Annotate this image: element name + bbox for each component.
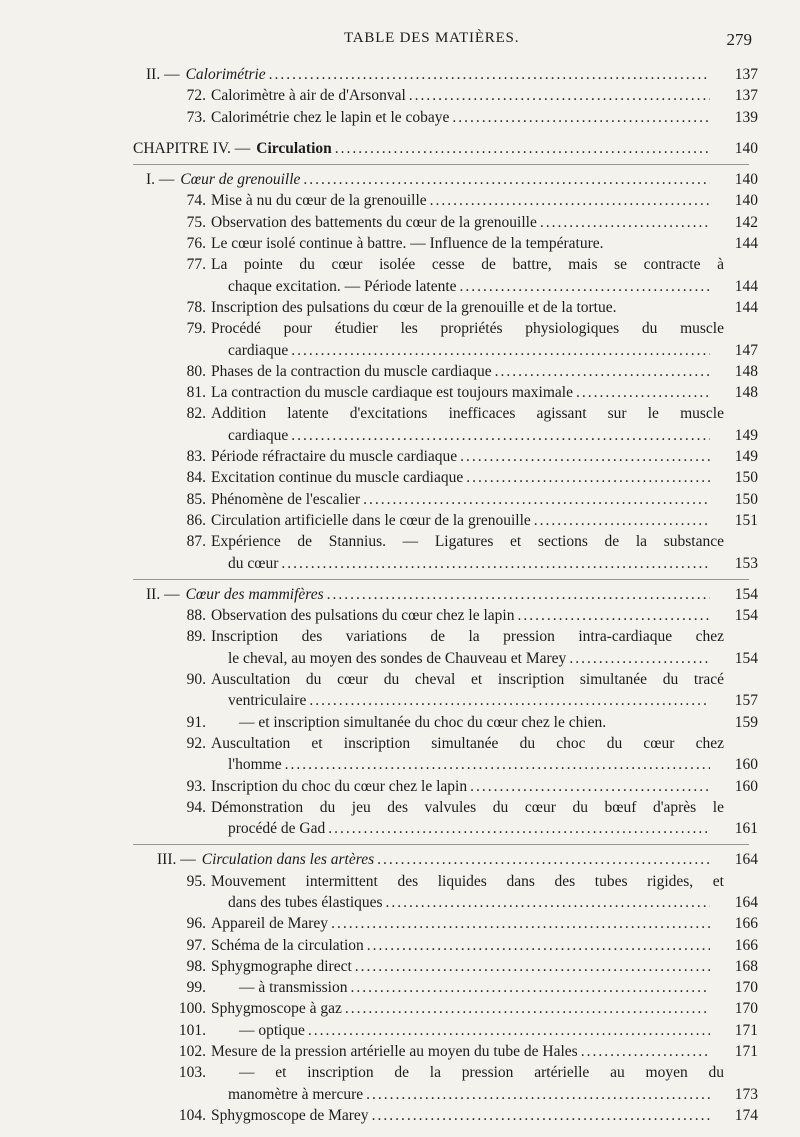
toc-entry-continuation [0,754,800,775]
entry-text: Démonstration du jeu des valvules du cœur du bœuf d'après le [211,798,724,816]
entry-page-number: 171 [734,1043,758,1061]
section-divider [133,579,749,580]
entry-leader-line [211,190,710,211]
dot-leader [366,1084,710,1105]
entry-text: le cheval, au moyen des sondes de Chauveau et Marey [228,649,567,667]
section-heading [0,849,800,870]
entry-page-number: 137 [734,66,758,83]
entry-number: 93. [186,777,206,795]
toc-entry [0,776,800,797]
toc-entry [0,510,800,531]
toc-entry [0,935,800,956]
entry-leader-line [228,690,710,711]
dot-leader [409,85,710,106]
dot-leader [303,169,710,190]
dot-leader [345,998,710,1019]
section-number: III. — [157,851,196,869]
toc-entry [0,254,800,275]
entry-text: Phénomène de l'escalier [211,490,361,508]
entry-page-number: 154 [734,649,758,667]
toc-entry-continuation [0,340,800,361]
entry-leader-line [211,605,710,626]
dot-leader [281,553,710,574]
entry-leader-line [228,892,710,913]
section-title: Cœur de grenouille [180,171,301,189]
dot-leader [534,510,710,531]
toc-entry [0,913,800,934]
entry-number: 86. [186,511,206,529]
entry-page-number: 164 [734,893,758,911]
entry-number: 92. [186,734,206,752]
entry-text: Expérience de Stannius. — Ligatures et sections de la substance [211,533,724,551]
entry-leader-line [157,849,710,870]
toc-entry [0,531,800,552]
entry-text: Le cœur isolé continue à battre. — Influence de la température. [211,235,604,253]
entry-text: Observation des battements du cœur de la grenouille [211,213,537,231]
section-title: Circulation dans les artères [201,851,375,869]
section-number: II. — [146,585,180,603]
entry-text: La contraction du muscle cardiaque est toujours maximale [211,384,573,402]
table-of-contents [0,64,800,1126]
entry-text: Auscultation et inscription simultanée du choc du cœur chez [211,734,724,752]
toc-entry [0,361,800,382]
entry-leader-line [211,233,710,254]
toc-entry [0,446,800,467]
entry-page-number: 149 [734,448,758,466]
entry-text: Inscription des pulsations du cœur de la grenouille et de la tortue. [211,298,617,316]
entry-page-number: 166 [734,915,758,933]
entry-leader-line [211,956,710,977]
entry-number: 74. [186,192,206,210]
entry-leader-line [211,297,710,318]
entry-page-number: 171 [734,1021,758,1039]
entry-text: procédé de Gad [228,820,326,838]
dot-leader [377,849,710,870]
entry-number: 104. [178,1106,206,1124]
entry-leader-line [228,425,710,446]
entry-leader-line [211,998,710,1019]
entry-leader-line [211,107,710,128]
toc-entry [0,1062,800,1083]
toc-entry [0,467,800,488]
toc-entry-continuation [0,892,800,913]
entry-page-number: 161 [734,820,758,838]
running-head [0,30,800,54]
entry-page-number: 154 [734,585,758,603]
entry-leader-line [211,382,710,403]
entry-page-number: 168 [734,957,758,975]
toc-entry [0,605,800,626]
entry-text: Auscultation du cœur du cheval et inscription simultanée du tracé [211,671,724,689]
entry-text: Sphygmographe direct [211,957,352,975]
toc-entry [0,489,800,510]
entry-number: 81. [186,384,206,402]
entry-leader-line [146,64,710,85]
dot-leader [386,892,710,913]
dot-leader [363,489,710,510]
entry-number: 100. [178,1000,206,1018]
toc-entry [0,1020,800,1041]
chapter-title: Circulation [256,139,332,157]
entry-text: La pointe du cœur isolée cesse de battre, mais se contracte à [211,256,724,274]
entry-text: du cœur [228,554,279,572]
page-number: 279 [726,30,752,49]
entry-page-number: 139 [734,108,758,126]
toc-entry-continuation [0,1084,800,1105]
dot-leader [328,818,710,839]
entry-leader-line [228,754,710,775]
toc-entry [0,190,800,211]
entry-page-number: 166 [734,936,758,954]
entry-leader-line [146,169,710,190]
dot-leader [452,107,710,128]
entry-leader-line [211,489,710,510]
dot-leader [540,212,710,233]
entry-text: dans des tubes élastiques [228,893,383,911]
entry-page-number: 160 [734,756,758,774]
toc-entry [0,712,800,733]
section-number: II. — [146,66,180,83]
entry-number: 91. [186,713,206,731]
entry-page-number: 142 [734,213,758,231]
entry-leader-line [211,361,710,382]
entry-page-number: 147 [734,341,758,359]
entry-text: Calorimètre à air de d'Arsonval [211,87,406,105]
entry-text: Mouvement intermittent des liquides dans des tubes rigides, et [211,872,724,890]
entry-text: ventriculaire [228,692,307,710]
entry-leader-line [211,712,710,733]
entry-number: 84. [186,469,206,487]
toc-entry [0,998,800,1019]
entry-number: 101. [178,1021,206,1039]
entry-page-number: 170 [734,979,758,997]
toc-entry [0,212,800,233]
section-divider [133,164,749,165]
toc-entry [0,669,800,690]
toc-entry [0,318,800,339]
entry-page-number: 150 [734,469,758,487]
entry-leader-line [211,776,710,797]
entry-leader-line [228,1084,710,1105]
dot-leader [460,446,710,467]
dot-leader [291,340,710,361]
dot-leader [495,361,710,382]
entry-text: Phases de la contraction du muscle cardiaque [211,362,492,380]
entry-number: 73. [186,108,206,126]
entry-page-number: 160 [734,777,758,795]
dot-leader [351,977,711,998]
entry-leader-line [211,977,710,998]
entry-page-number: 157 [734,692,758,710]
entry-text: Inscription des variations de la pression intra-cardiaque chez [211,628,724,646]
entry-page-number: 137 [734,87,758,105]
entry-text: manomètre à mercure [228,1085,364,1103]
entry-number: 102. [178,1043,206,1061]
entry-leader-line [211,913,710,934]
entry-leader-line [211,510,710,531]
dot-leader [430,190,710,211]
entry-number: 80. [186,362,206,380]
toc-entry [0,871,800,892]
entry-page-number: 150 [734,490,758,508]
entry-text: Inscription du choc du cœur chez le lapin [211,777,468,795]
entry-leader-line [211,446,710,467]
entry-text: l'homme [228,756,282,774]
section-title: Cœur des mammifères [185,585,324,603]
entry-number: 87. [186,533,206,551]
entry-text: Schéma de la circulation [211,936,364,954]
entry-number: 88. [186,607,206,625]
entry-page-number: 154 [734,607,758,625]
entry-text: Sphygmoscope à gaz [211,1000,342,1018]
chapter-heading [0,138,800,159]
toc-entry-continuation [0,425,800,446]
entry-text: Appareil de Marey [211,915,329,933]
section-heading [0,64,800,85]
entry-page-number: 164 [734,851,758,869]
entry-number: 97. [186,936,206,954]
dot-leader [335,138,710,159]
entry-leader-line [228,818,710,839]
entry-number: 76. [186,235,206,253]
toc-entry [0,403,800,424]
entry-number: 94. [186,798,206,816]
dot-leader [372,1105,710,1126]
toc-entry [0,1041,800,1062]
toc-entry [0,297,800,318]
dot-leader [517,605,710,626]
toc-entry-continuation [0,648,800,669]
entry-text: cardiaque [228,426,289,444]
entry-leader-line [228,276,710,297]
section-heading [0,584,800,605]
entry-number: 89. [186,628,206,646]
toc-entry [0,1105,800,1126]
entry-text: Calorimétrie chez le lapin et le cobaye [211,108,450,126]
entry-page-number: 173 [734,1085,758,1103]
entry-leader-line [133,138,710,159]
dot-leader [309,690,710,711]
toc-entry [0,382,800,403]
entry-leader-line [211,212,710,233]
dot-leader [291,425,710,446]
section-heading [0,169,800,190]
entry-text: — et inscription de la pression artérielle au moyen du [239,1064,724,1082]
entry-text: Addition latente d'excitations inefficaces agissant sur le muscle [211,405,724,423]
entry-page-number: 170 [734,1000,758,1018]
entry-page-number: 144 [734,235,758,253]
toc-entry [0,977,800,998]
toc-entry-continuation [0,276,800,297]
dot-leader [367,935,710,956]
dot-leader [569,648,710,669]
toc-entry [0,85,800,106]
toc-entry-continuation [0,553,800,574]
entry-leader-line [211,85,710,106]
dot-leader [460,276,710,297]
entry-leader-line [211,1020,710,1041]
entry-number: 98. [186,957,206,975]
entry-text: cardiaque [228,341,289,359]
dot-leader [470,776,710,797]
entry-number: 90. [186,671,206,689]
dot-leader [308,1020,710,1041]
entry-number: 79. [186,320,206,338]
entry-text: Mise à nu du cœur de la grenouille [211,192,427,210]
entry-number: 85. [186,490,206,508]
entry-text: Observation des pulsations du cœur chez le lapin [211,607,515,625]
section-divider [133,844,749,845]
section-title: Calorimétrie [185,66,266,83]
entry-number: 103. [178,1064,206,1082]
page-title: TABLE DES MATIÈRES. [344,30,520,46]
entry-leader-line [228,340,710,361]
entry-page-number: 144 [734,277,758,295]
entry-number: 82. [186,405,206,423]
toc-entry [0,797,800,818]
entry-page-number: 140 [734,139,758,157]
toc-entry-continuation [0,690,800,711]
entry-number: 95. [186,872,206,890]
section-number: I. — [146,171,175,189]
entry-number: 72. [186,87,206,105]
toc-entry [0,107,800,128]
entry-text: — à transmission [239,979,348,997]
entry-text: Procédé pour étudier les propriétés physiologiques du muscle [211,320,724,338]
entry-text: — optique [239,1021,305,1039]
entry-number: 77. [186,256,206,274]
entry-number: 83. [186,448,206,466]
dot-leader [576,382,710,403]
entry-page-number: 140 [734,171,758,189]
entry-text: Excitation continue du muscle cardiaque [211,469,464,487]
entry-page-number: 144 [734,298,758,316]
dot-leader [581,1041,710,1062]
entry-text: Circulation artificielle dans le cœur de la grenouille [211,511,531,529]
toc-entry-continuation [0,818,800,839]
entry-page-number: 148 [734,362,758,380]
toc-entry [0,626,800,647]
entry-leader-line [146,584,710,605]
toc-entry [0,733,800,754]
entry-number: 96. [186,915,206,933]
entry-leader-line [211,467,710,488]
entry-leader-line [211,1105,710,1126]
entry-page-number: 140 [734,192,758,210]
entry-page-number: 151 [734,511,758,529]
dot-leader [285,754,710,775]
dot-leader [355,956,710,977]
entry-text: chaque excitation. — Période latente [228,277,457,295]
entry-number: 78. [186,298,206,316]
entry-number: 99. [186,979,206,997]
entry-text: Période réfractaire du muscle cardiaque [211,448,458,466]
entry-text: Sphygmoscope de Marey [211,1106,369,1124]
entry-page-number: 153 [734,554,758,572]
dot-leader [269,64,710,85]
entry-page-number: 174 [734,1106,758,1124]
entry-leader-line [228,648,710,669]
dot-leader [466,467,710,488]
entry-page-number: 149 [734,426,758,444]
entry-page-number: 159 [734,713,758,731]
toc-entry [0,956,800,977]
entry-text: Mesure de la pression artérielle au moyen du tube de Hales [211,1043,578,1061]
dot-leader [331,913,710,934]
entry-number: 75. [186,213,206,231]
entry-page-number: 148 [734,384,758,402]
chapter-label: CHAPITRE IV. — [133,139,251,157]
entry-leader-line [228,553,710,574]
entry-leader-line [211,935,710,956]
toc-entry [0,233,800,254]
dot-leader [327,584,710,605]
entry-text: — et inscription simultanée du choc du cœur chez le chien. [239,713,607,731]
entry-leader-line [211,1041,710,1062]
